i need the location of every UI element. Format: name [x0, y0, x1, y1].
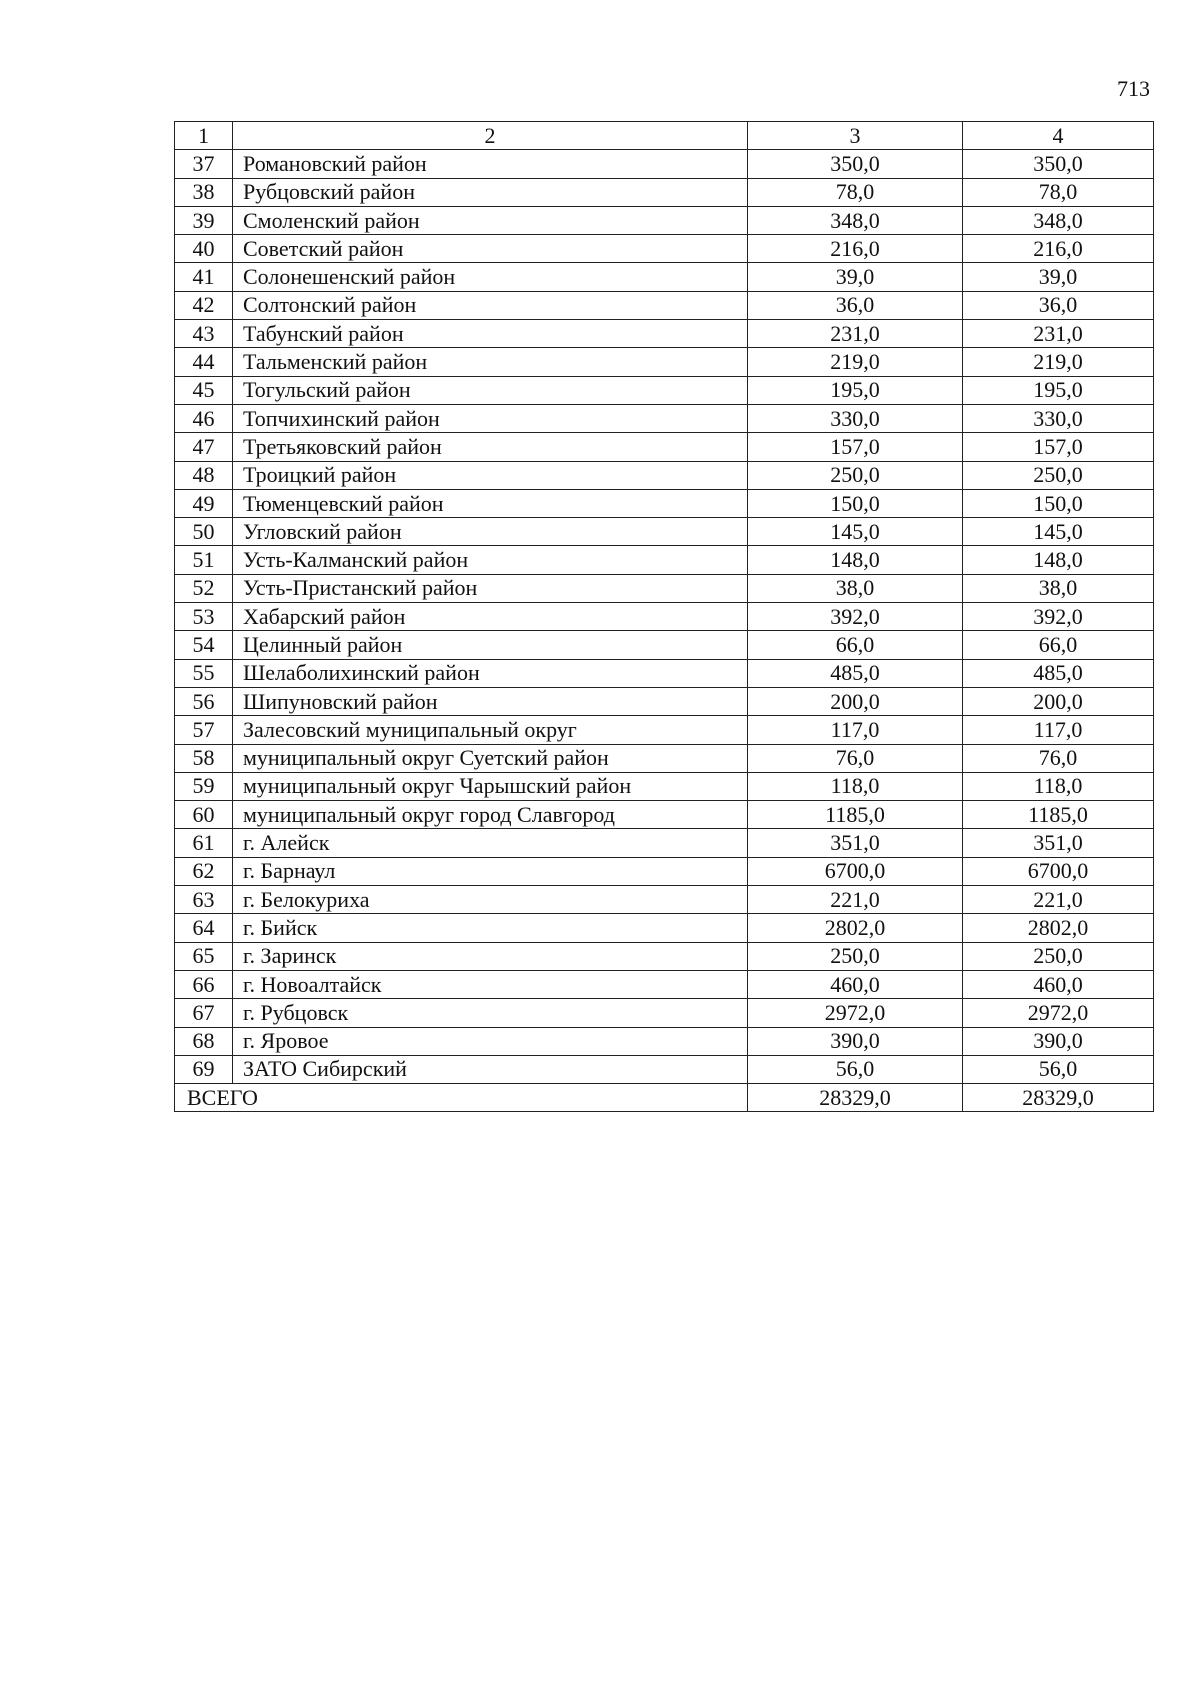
- value-col-4: 6700,0: [963, 857, 1154, 885]
- municipality-name: Хабарский район: [233, 603, 748, 631]
- municipality-name: г. Алейск: [233, 829, 748, 857]
- municipality-name: Топчихинский район: [233, 404, 748, 432]
- row-number: 55: [175, 659, 233, 687]
- allocation-table: [174, 121, 1154, 1112]
- value-col-3: 2972,0: [748, 999, 963, 1027]
- row-number: 38: [175, 178, 233, 206]
- row-number: 41: [175, 263, 233, 291]
- row-number: 68: [175, 1027, 233, 1055]
- municipality-name: Шипуновский район: [233, 687, 748, 715]
- page-number: 713: [1117, 76, 1150, 101]
- municipality-name: г. Барнаул: [233, 857, 748, 885]
- table-row: [175, 518, 1154, 546]
- row-number: 51: [175, 546, 233, 574]
- row-number: 50: [175, 518, 233, 546]
- row-number: 40: [175, 235, 233, 263]
- value-col-3: 221,0: [748, 886, 963, 914]
- municipality-name: Троицкий район: [233, 461, 748, 489]
- table-row: [175, 716, 1154, 744]
- table-row: [175, 489, 1154, 517]
- row-number: 48: [175, 461, 233, 489]
- value-col-4: 250,0: [963, 461, 1154, 489]
- table-row: [175, 914, 1154, 942]
- value-col-3: 392,0: [748, 603, 963, 631]
- value-col-4: 39,0: [963, 263, 1154, 291]
- value-col-4: 148,0: [963, 546, 1154, 574]
- value-col-4: 221,0: [963, 886, 1154, 914]
- value-col-3: 219,0: [748, 348, 963, 376]
- row-number: 62: [175, 857, 233, 885]
- row-number: 65: [175, 942, 233, 970]
- value-col-3: 78,0: [748, 178, 963, 206]
- municipality-name: Романовский район: [233, 150, 748, 178]
- table-row: [175, 659, 1154, 687]
- value-col-4: 330,0: [963, 404, 1154, 432]
- value-col-4: 200,0: [963, 687, 1154, 715]
- value-col-3: 38,0: [748, 574, 963, 602]
- value-col-3: 250,0: [748, 942, 963, 970]
- value-col-3: 66,0: [748, 631, 963, 659]
- value-col-3: 148,0: [748, 546, 963, 574]
- municipality-name: муниципальный округ Суетский район: [233, 744, 748, 772]
- value-col-4: 216,0: [963, 235, 1154, 263]
- value-col-3: 76,0: [748, 744, 963, 772]
- row-number: 39: [175, 206, 233, 234]
- header-cell-1: 1: [175, 122, 233, 150]
- total-label: ВСЕГО: [175, 1084, 748, 1112]
- value-col-4: 78,0: [963, 178, 1154, 206]
- municipality-name: муниципальный округ Чарышский район: [233, 772, 748, 800]
- table-row: [175, 546, 1154, 574]
- value-col-3: 150,0: [748, 489, 963, 517]
- table-row: [175, 942, 1154, 970]
- table-row: [175, 772, 1154, 800]
- value-col-3: 6700,0: [748, 857, 963, 885]
- value-col-4: 66,0: [963, 631, 1154, 659]
- value-col-4: 250,0: [963, 942, 1154, 970]
- row-number: 64: [175, 914, 233, 942]
- total-value-col-4: 28329,0: [963, 1084, 1154, 1112]
- table-row: [175, 206, 1154, 234]
- value-col-3: 231,0: [748, 320, 963, 348]
- table-row: [175, 744, 1154, 772]
- row-number: 56: [175, 687, 233, 715]
- value-col-4: 118,0: [963, 772, 1154, 800]
- value-col-3: 350,0: [748, 150, 963, 178]
- value-col-3: 36,0: [748, 291, 963, 319]
- row-number: 60: [175, 801, 233, 829]
- municipality-name: Рубцовский район: [233, 178, 748, 206]
- municipality-name: Шелаболихинский район: [233, 659, 748, 687]
- municipality-name: Усть-Калманский район: [233, 546, 748, 574]
- value-col-4: 38,0: [963, 574, 1154, 602]
- table-row: [175, 235, 1154, 263]
- value-col-4: 351,0: [963, 829, 1154, 857]
- table-row: [175, 829, 1154, 857]
- value-col-4: 117,0: [963, 716, 1154, 744]
- municipality-name: г. Новоалтайск: [233, 970, 748, 998]
- row-number: 58: [175, 744, 233, 772]
- value-col-3: 485,0: [748, 659, 963, 687]
- row-number: 61: [175, 829, 233, 857]
- value-col-4: 460,0: [963, 970, 1154, 998]
- municipality-name: Солтонский район: [233, 291, 748, 319]
- value-col-4: 150,0: [963, 489, 1154, 517]
- table-body: [175, 122, 1154, 1112]
- header-row: [175, 122, 1154, 150]
- value-col-3: 195,0: [748, 376, 963, 404]
- table-row: [175, 376, 1154, 404]
- table-row: [175, 1055, 1154, 1083]
- row-number: 67: [175, 999, 233, 1027]
- value-col-3: 117,0: [748, 716, 963, 744]
- value-col-3: 460,0: [748, 970, 963, 998]
- table-row: [175, 291, 1154, 319]
- table-row: [175, 631, 1154, 659]
- table-row: [175, 574, 1154, 602]
- value-col-3: 1185,0: [748, 801, 963, 829]
- municipality-name: Смоленский район: [233, 206, 748, 234]
- table-row: [175, 603, 1154, 631]
- municipality-name: г. Заринск: [233, 942, 748, 970]
- row-number: 53: [175, 603, 233, 631]
- municipality-name: Залесовский муниципальный округ: [233, 716, 748, 744]
- value-col-3: 348,0: [748, 206, 963, 234]
- header-cell-3: 3: [748, 122, 963, 150]
- header-cell-2: 2: [233, 122, 748, 150]
- value-col-4: 36,0: [963, 291, 1154, 319]
- row-number: 66: [175, 970, 233, 998]
- row-number: 52: [175, 574, 233, 602]
- municipality-name: ЗАТО Сибирский: [233, 1055, 748, 1083]
- value-col-3: 250,0: [748, 461, 963, 489]
- row-number: 37: [175, 150, 233, 178]
- value-col-3: 390,0: [748, 1027, 963, 1055]
- municipality-name: г. Белокуриха: [233, 886, 748, 914]
- value-col-3: 351,0: [748, 829, 963, 857]
- value-col-4: 145,0: [963, 518, 1154, 546]
- value-col-4: 348,0: [963, 206, 1154, 234]
- value-col-4: 1185,0: [963, 801, 1154, 829]
- table-row: [175, 263, 1154, 291]
- value-col-4: 2802,0: [963, 914, 1154, 942]
- municipality-name: Солонешенский район: [233, 263, 748, 291]
- table-row: [175, 178, 1154, 206]
- row-number: 46: [175, 404, 233, 432]
- row-number: 49: [175, 489, 233, 517]
- value-col-3: 56,0: [748, 1055, 963, 1083]
- table-row: [175, 857, 1154, 885]
- table-row: [175, 150, 1154, 178]
- value-col-4: 76,0: [963, 744, 1154, 772]
- value-col-4: 350,0: [963, 150, 1154, 178]
- municipality-name: Тюменцевский район: [233, 489, 748, 517]
- table-row: [175, 1027, 1154, 1055]
- value-col-4: 219,0: [963, 348, 1154, 376]
- value-col-3: 118,0: [748, 772, 963, 800]
- municipality-name: Табунский район: [233, 320, 748, 348]
- municipality-name: Усть-Пристанский район: [233, 574, 748, 602]
- value-col-3: 157,0: [748, 433, 963, 461]
- municipality-name: Тогульский район: [233, 376, 748, 404]
- row-number: 69: [175, 1055, 233, 1083]
- municipality-name: Целинный район: [233, 631, 748, 659]
- table-row: [175, 886, 1154, 914]
- table-row: [175, 461, 1154, 489]
- value-col-4: 56,0: [963, 1055, 1154, 1083]
- municipality-name: г. Рубцовск: [233, 999, 748, 1027]
- total-value-col-3: 28329,0: [748, 1084, 963, 1112]
- table-row: [175, 433, 1154, 461]
- municipality-name: муниципальный округ город Славгород: [233, 801, 748, 829]
- table-row: [175, 348, 1154, 376]
- table-row: [175, 687, 1154, 715]
- municipality-name: Угловский район: [233, 518, 748, 546]
- row-number: 59: [175, 772, 233, 800]
- table-row: [175, 404, 1154, 432]
- row-number: 43: [175, 320, 233, 348]
- row-number: 47: [175, 433, 233, 461]
- municipality-name: г. Яровое: [233, 1027, 748, 1055]
- table-row: [175, 970, 1154, 998]
- value-col-4: 485,0: [963, 659, 1154, 687]
- table-row: [175, 320, 1154, 348]
- row-number: 42: [175, 291, 233, 319]
- municipality-name: Советский район: [233, 235, 748, 263]
- value-col-4: 2972,0: [963, 999, 1154, 1027]
- header-cell-4: 4: [963, 122, 1154, 150]
- value-col-3: 2802,0: [748, 914, 963, 942]
- value-col-3: 216,0: [748, 235, 963, 263]
- table-row: [175, 999, 1154, 1027]
- municipality-name: Третьяковский район: [233, 433, 748, 461]
- value-col-4: 231,0: [963, 320, 1154, 348]
- total-row: [175, 1084, 1154, 1112]
- value-col-4: 392,0: [963, 603, 1154, 631]
- row-number: 63: [175, 886, 233, 914]
- value-col-4: 157,0: [963, 433, 1154, 461]
- municipality-name: г. Бийск: [233, 914, 748, 942]
- row-number: 45: [175, 376, 233, 404]
- value-col-4: 195,0: [963, 376, 1154, 404]
- value-col-3: 330,0: [748, 404, 963, 432]
- value-col-3: 200,0: [748, 687, 963, 715]
- value-col-4: 390,0: [963, 1027, 1154, 1055]
- row-number: 54: [175, 631, 233, 659]
- municipality-name: Тальменский район: [233, 348, 748, 376]
- row-number: 57: [175, 716, 233, 744]
- row-number: 44: [175, 348, 233, 376]
- value-col-3: 39,0: [748, 263, 963, 291]
- value-col-3: 145,0: [748, 518, 963, 546]
- table-row: [175, 801, 1154, 829]
